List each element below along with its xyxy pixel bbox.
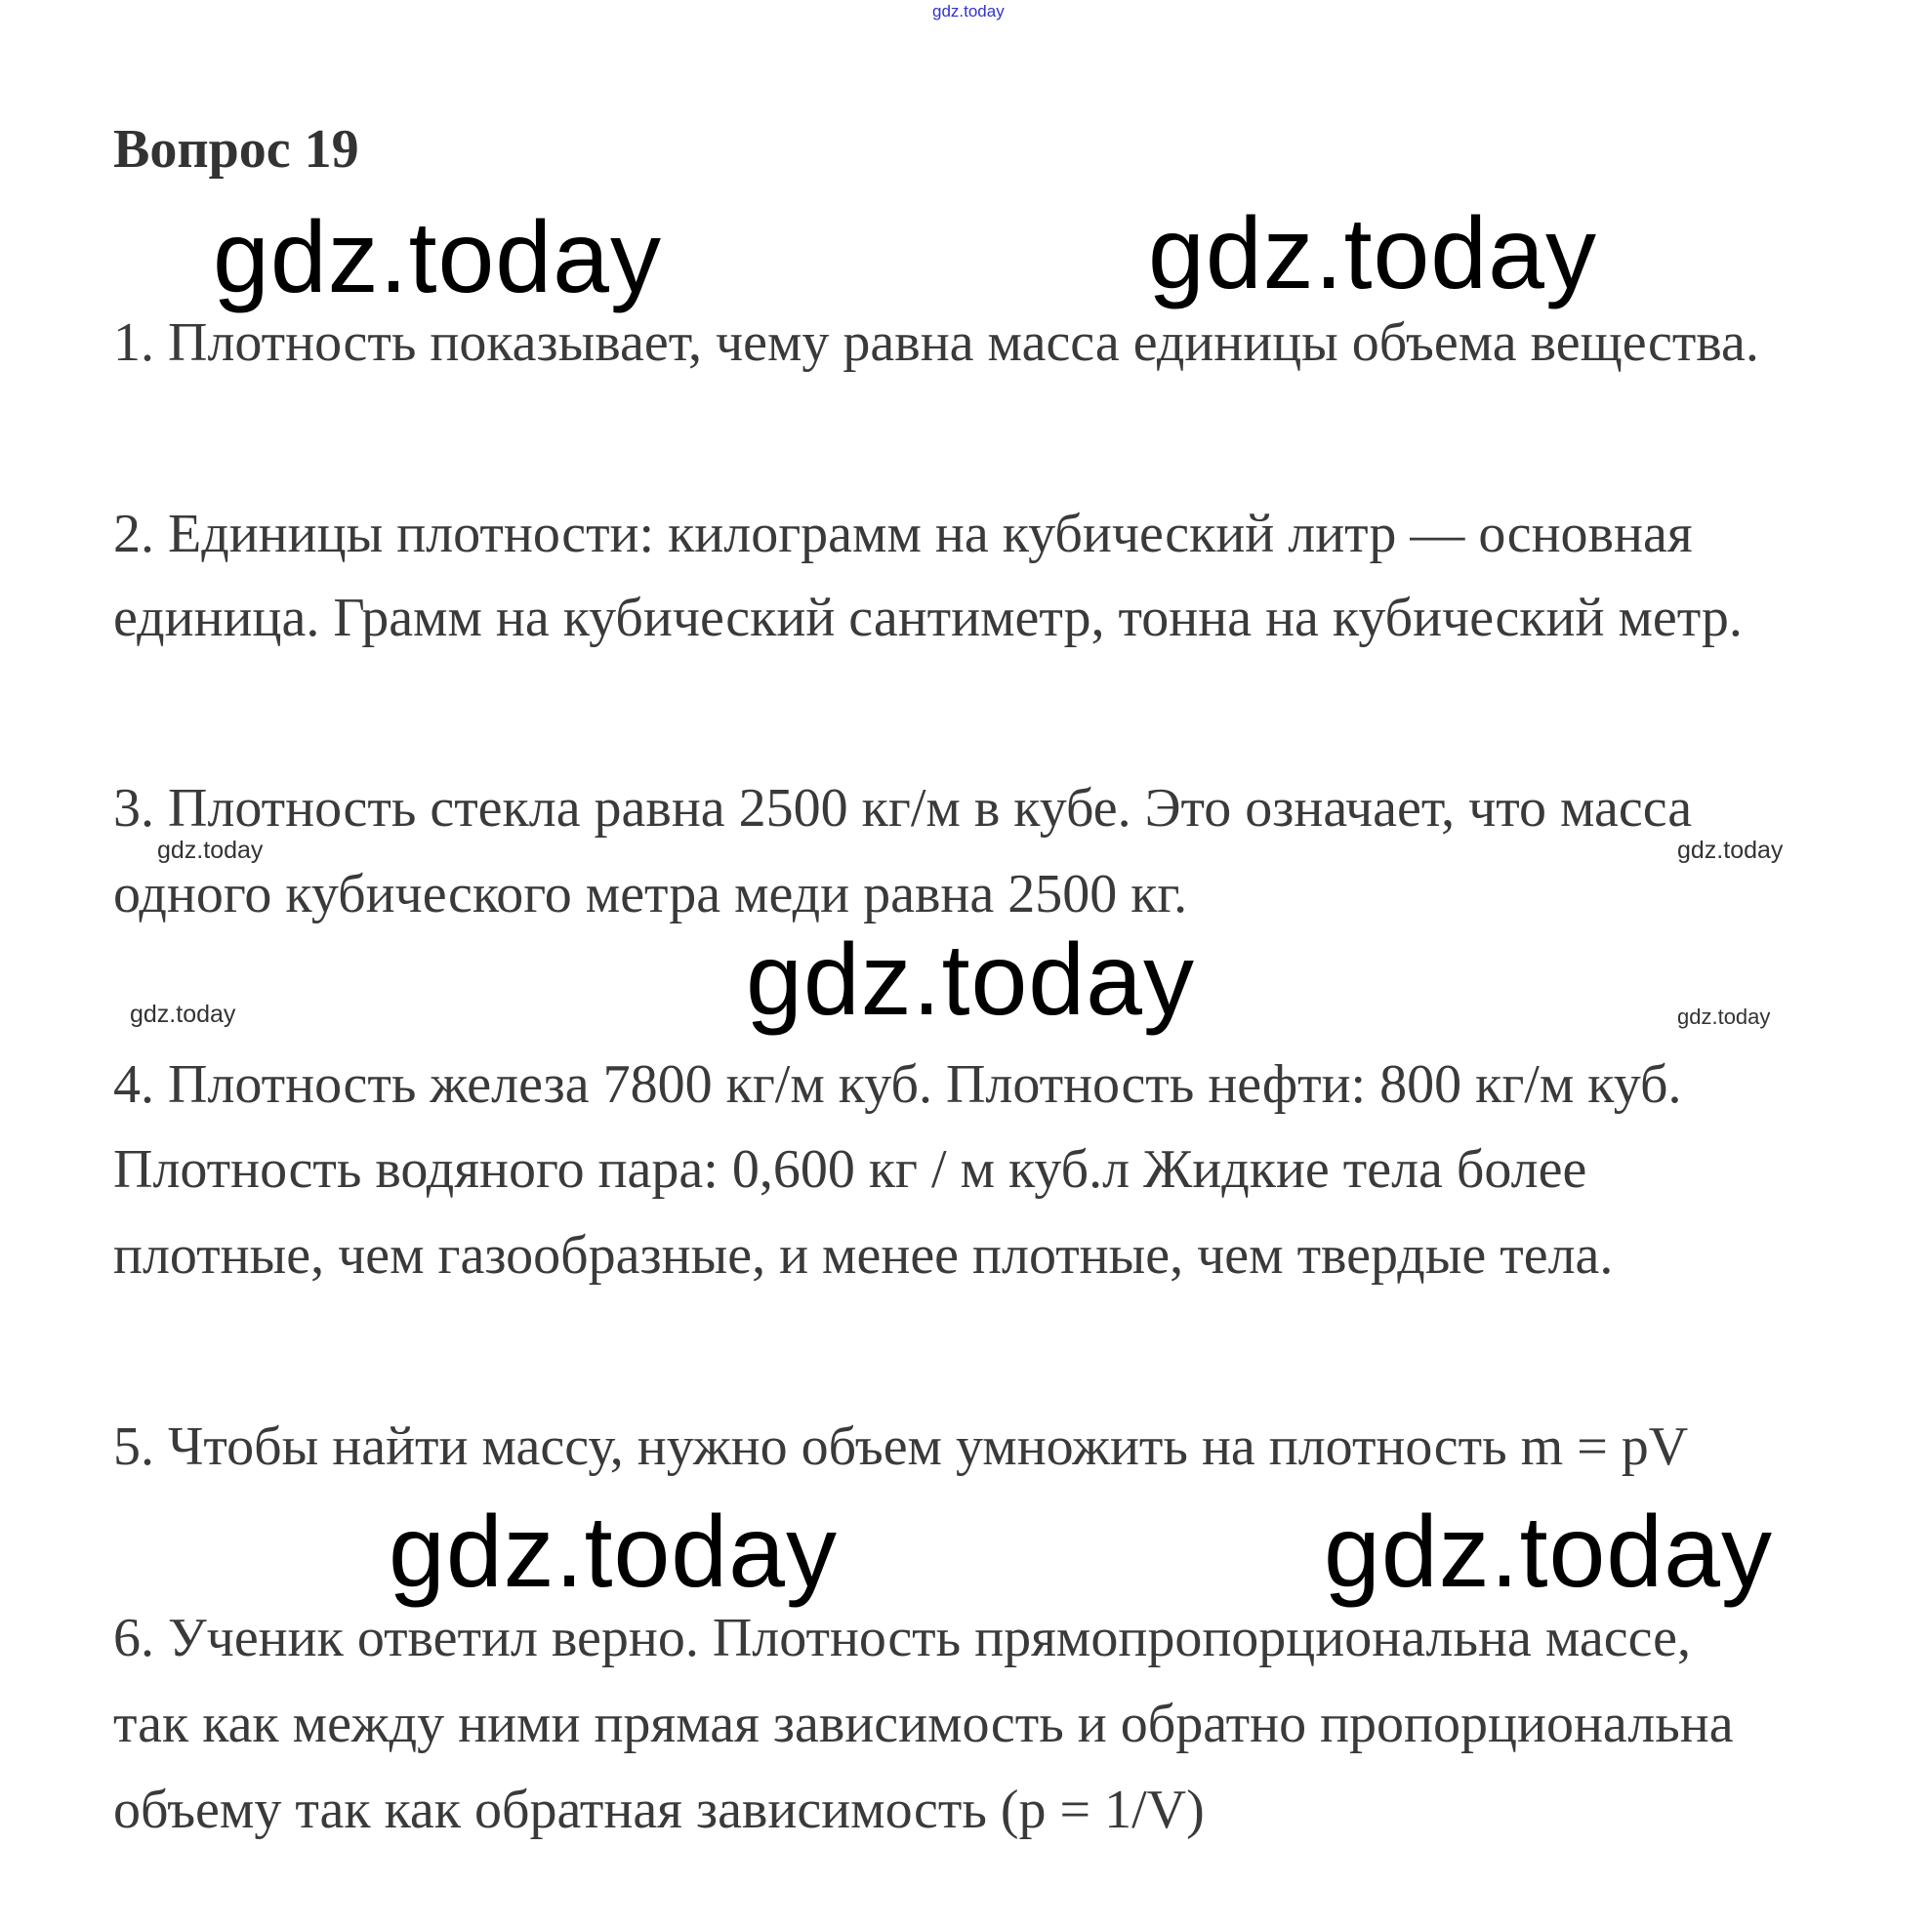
answer-3-line: одного кубического метра меди равна 2500 кг. <box>113 864 1188 924</box>
watermark-small: gdz.today <box>157 837 264 864</box>
answer-5-line: 5. Чтобы найти массу, нужно объем умножить на плотность m = pV <box>113 1416 1689 1477</box>
watermark: gdz.today <box>1324 1496 1773 1609</box>
watermark: gdz.today <box>746 923 1195 1037</box>
answer-1-line: 1. Плотность показывает, чему равна масса единицы объема вещества. <box>113 312 1759 373</box>
answer-2-line: единица. Грамм на кубический сантиметр, тонна на кубический метр. <box>113 588 1743 648</box>
watermark: gdz.today <box>1148 197 1597 310</box>
question-title: Вопрос 19 <box>113 119 359 180</box>
answer-6-line: объему так как обратная зависимость (p = 1/V) <box>113 1780 1205 1840</box>
watermark-top-link[interactable]: gdz.today <box>932 2 1005 21</box>
answer-3-line: 3. Плотность стекла равна 2500 кг/м в кубе. Это означает, что масса <box>113 778 1693 839</box>
answer-2-line: 2. Единицы плотности: килограмм на кубический литр — основная <box>113 504 1693 564</box>
answer-4-line: 4. Плотность железа 7800 кг/м куб. Плотность нефти: 800 кг/м куб. <box>113 1054 1682 1115</box>
watermark: gdz.today <box>213 201 662 314</box>
answer-4-line: Плотность водяного пара: 0,600 кг / м куб.л Жидкие тела более <box>113 1139 1587 1200</box>
watermark-small: gdz.today <box>1677 1005 1771 1029</box>
watermark-small: gdz.today <box>1677 837 1784 864</box>
watermark: gdz.today <box>389 1496 838 1609</box>
answer-6-line: так как между ними прямая зависимость и обратно пропорциональна <box>113 1694 1734 1754</box>
watermark-small: gdz.today <box>130 1001 236 1028</box>
answer-6-line: 6. Ученик ответил верно. Плотность прямопропорциональна массе, <box>113 1608 1692 1668</box>
answer-4-line: плотные, чем газообразные, и менее плотные, чем твердые тела. <box>113 1225 1614 1286</box>
